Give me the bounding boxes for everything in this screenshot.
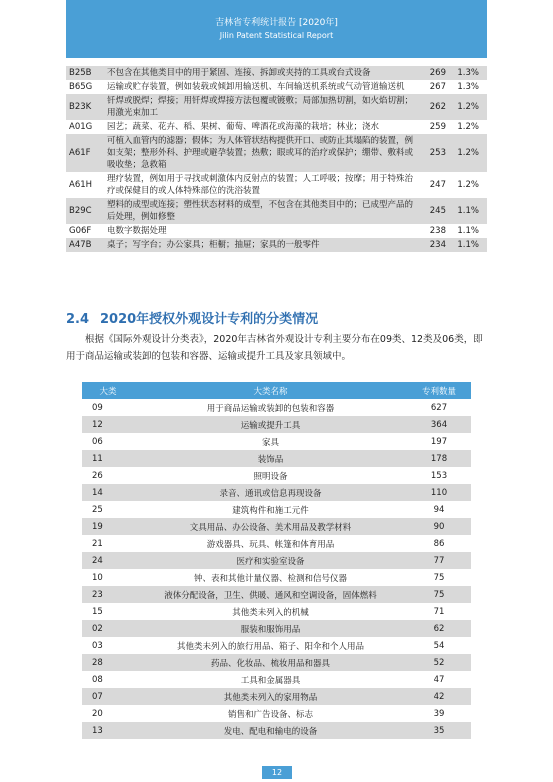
patent-share: 1.1% xyxy=(449,238,487,252)
table-row xyxy=(66,94,487,120)
class-count: 110 xyxy=(407,484,471,501)
class-count: 364 xyxy=(407,416,471,433)
design-class-table xyxy=(82,382,471,739)
patent-share: 1.1% xyxy=(457,226,479,236)
table-row xyxy=(82,722,471,739)
table-row xyxy=(66,198,487,224)
ipc-code: A47B xyxy=(66,238,104,252)
table-row xyxy=(82,501,471,518)
ipc-code: B23K xyxy=(66,94,104,120)
class-name: 医疗和实验室设备 xyxy=(134,552,407,569)
class-name: 照明设备 xyxy=(253,471,288,482)
class-code: 10 xyxy=(92,572,103,583)
section-heading xyxy=(66,308,318,327)
class-count: 35 xyxy=(407,722,471,739)
patent-count: 247 xyxy=(429,180,446,190)
class-code: 08 xyxy=(92,674,103,685)
class-count: 77 xyxy=(407,552,471,569)
class-count: 75 xyxy=(433,572,445,583)
ipc-description: 塑料的成型或连接；塑性状态材料的成型，不包含在其他类目中的；已成型产品的后处理，例如修整 xyxy=(104,198,421,224)
class-count: 627 xyxy=(430,402,448,413)
patent-share: 1.3% xyxy=(449,66,487,80)
patent-share: 1.2% xyxy=(457,180,479,190)
class-code: 23 xyxy=(82,586,134,603)
table-row xyxy=(66,66,487,80)
table-row xyxy=(82,671,471,688)
class-code: 25 xyxy=(92,504,103,515)
page-header xyxy=(0,0,553,58)
patent-count: 238 xyxy=(429,226,446,236)
patent-share: 1.2% xyxy=(449,94,487,120)
table-row xyxy=(82,484,471,501)
table-row xyxy=(82,569,471,586)
class-name: 工具和金属器具 xyxy=(240,675,301,686)
class-code: 07 xyxy=(82,688,134,705)
ipc-code: B29C xyxy=(66,198,104,224)
class-count: 52 xyxy=(407,654,471,671)
class-count: 94 xyxy=(433,504,445,515)
table-row xyxy=(82,467,471,484)
class-name: 文具用品、办公设备、美术用品及教学材料 xyxy=(134,518,407,535)
ipc-description: 桌子；写字台；办公家具；柜橱；抽屉；家具的一般零件 xyxy=(104,238,421,252)
section-number: 2.4 xyxy=(66,312,90,327)
class-name: 药品、化妆品、梳妆用品和器具 xyxy=(134,654,407,671)
class-code: 24 xyxy=(82,552,134,569)
class-count: 90 xyxy=(407,518,471,535)
class-name: 家具 xyxy=(261,437,279,448)
table-row xyxy=(82,535,471,552)
ipc-code: B25B xyxy=(66,66,104,80)
ipc-description: 理疗装置，例如用于寻找或刺激体内反射点的装置；人工呼吸；按摩；用于特殊治疗或保健目的或人体特殊部位的洗浴装置 xyxy=(107,174,414,196)
table-row xyxy=(66,134,487,172)
class-name: 游戏器具、玩具、帐篷和体育用品 xyxy=(206,539,335,550)
header-class: 大类 xyxy=(82,382,134,399)
class-code: 20 xyxy=(92,708,103,719)
class-count: 42 xyxy=(407,688,471,705)
class-count: 75 xyxy=(407,586,471,603)
class-code: 13 xyxy=(82,722,134,739)
class-code: 09 xyxy=(92,402,103,413)
patent-count: 253 xyxy=(421,134,449,172)
patent-share: 1.2% xyxy=(457,122,479,132)
patent-count: 262 xyxy=(421,94,449,120)
ipc-description: 电数字数据处理 xyxy=(107,226,167,236)
table-row xyxy=(82,518,471,535)
ipc-description: 运输或贮存装置，例如装载或倾卸用输送机、车间输送机系统或气动管道输送机 xyxy=(107,82,405,92)
class-count: 39 xyxy=(433,708,445,719)
table-row xyxy=(82,552,471,569)
table-row xyxy=(82,637,471,654)
ipc-description: 园艺；蔬菜、花卉、稻、果树、葡萄、啤酒花或海藻的栽培；林业；浇水 xyxy=(107,122,380,132)
table-row xyxy=(82,705,471,722)
header-count: 专利数量 xyxy=(407,382,471,399)
table-header-row xyxy=(82,382,471,399)
table-row xyxy=(82,603,471,620)
class-name: 运输或提升工具 xyxy=(134,416,407,433)
class-count: 47 xyxy=(433,674,445,685)
class-name: 液体分配设备，卫生、供暖、通风和空调设备，固体燃料 xyxy=(134,586,407,603)
ipc-description: 不包含在其他类目中的用于紧固、连接、拆卸或夹持的工具或台式设备 xyxy=(104,66,421,80)
class-code: 06 xyxy=(92,436,103,447)
ipc-description: 可植入血管内的滤器；假体；为人体管状结构提供开口、或防止其塌陷的装置，例如支架；整形外科、护理或避孕装置；热敷；眼或耳的治疗或保护；绷带、敷料或吸收垫；急救箱 xyxy=(104,134,421,172)
class-name: 其他类未列入的家用物品 xyxy=(134,688,407,705)
class-name: 发电、配电和输电的设备 xyxy=(134,722,407,739)
class-name: 装饰品 xyxy=(134,450,407,467)
page-number: 12 xyxy=(262,766,292,779)
table-row xyxy=(82,620,471,637)
class-code: 11 xyxy=(82,450,134,467)
patent-share: 1.3% xyxy=(457,82,479,92)
class-name: 录音、通讯或信息再现设备 xyxy=(134,484,407,501)
patent-count: 245 xyxy=(421,198,449,224)
class-code: 02 xyxy=(82,620,134,637)
class-count: 178 xyxy=(407,450,471,467)
patent-count: 234 xyxy=(421,238,449,252)
class-name: 销售和广告设备、标志 xyxy=(227,709,313,720)
class-count: 153 xyxy=(430,470,448,481)
class-code: 28 xyxy=(82,654,134,671)
table-row xyxy=(66,120,487,134)
class-count: 54 xyxy=(433,640,445,651)
class-code: 21 xyxy=(92,538,103,549)
table-row xyxy=(82,433,471,450)
class-count: 71 xyxy=(433,606,445,617)
class-code: 19 xyxy=(82,518,134,535)
table-row xyxy=(82,586,471,603)
table-row xyxy=(82,654,471,671)
header-subtitle: Jilin Patent Statistical Report xyxy=(219,31,334,40)
class-count: 62 xyxy=(407,620,471,637)
ipc-continuation-table xyxy=(66,66,487,252)
section-title: 2020年授权外观设计专利的分类情况 xyxy=(100,312,319,327)
table-row xyxy=(66,172,487,198)
patent-count: 267 xyxy=(429,82,446,92)
body-paragraph: 根据《国际外观设计分类表》，2020年吉林省外观设计专利主要分布在09类、12类及06类，即用于商品运输或装卸的包装和容器、运输或提升工具及家具领域中。 xyxy=(66,334,483,362)
table-row xyxy=(82,450,471,467)
class-name: 钟、表和其他计量仪器、检测和信号仪器 xyxy=(193,573,347,584)
table-row xyxy=(66,224,487,238)
class-name: 服装和服饰用品 xyxy=(134,620,407,637)
table-row xyxy=(82,688,471,705)
class-code: 15 xyxy=(92,606,103,617)
class-code: 14 xyxy=(82,484,134,501)
class-name: 用于商品运输或装卸的包装和容器 xyxy=(206,403,335,414)
header-title: 吉林省专利统计报告 [2020年] xyxy=(215,18,338,28)
class-code: 03 xyxy=(92,640,103,651)
ipc-description: 钎焊或脱焊；焊接；用钎焊或焊接方法包覆或镀敷；局部加热切割，如火焰切割；用激光束加工 xyxy=(104,94,421,120)
patent-share: 1.2% xyxy=(449,134,487,172)
ipc-code: A61F xyxy=(66,134,104,172)
class-name: 其他类未列入的旅行用品、箱子、阳伞和个人用品 xyxy=(176,641,364,652)
ipc-code: A01G xyxy=(69,122,93,132)
class-name: 建筑构件和施工元件 xyxy=(232,505,309,516)
header-banner xyxy=(66,0,487,58)
ipc-code: G06F xyxy=(69,226,92,236)
class-code: 12 xyxy=(82,416,134,433)
table-row xyxy=(82,416,471,433)
patent-count: 259 xyxy=(429,122,446,132)
class-count: 86 xyxy=(433,538,445,549)
class-name: 其他类未列入的机械 xyxy=(232,607,309,618)
ipc-code: B65G xyxy=(69,82,93,92)
ipc-code: A61H xyxy=(69,180,93,190)
table-row xyxy=(66,80,487,94)
header-class-name: 大类名称 xyxy=(134,382,407,399)
class-count: 197 xyxy=(430,436,448,447)
patent-share: 1.1% xyxy=(449,198,487,224)
table-row xyxy=(82,399,471,416)
patent-count: 269 xyxy=(421,66,449,80)
class-code: 26 xyxy=(92,470,103,481)
table-row xyxy=(66,238,487,252)
